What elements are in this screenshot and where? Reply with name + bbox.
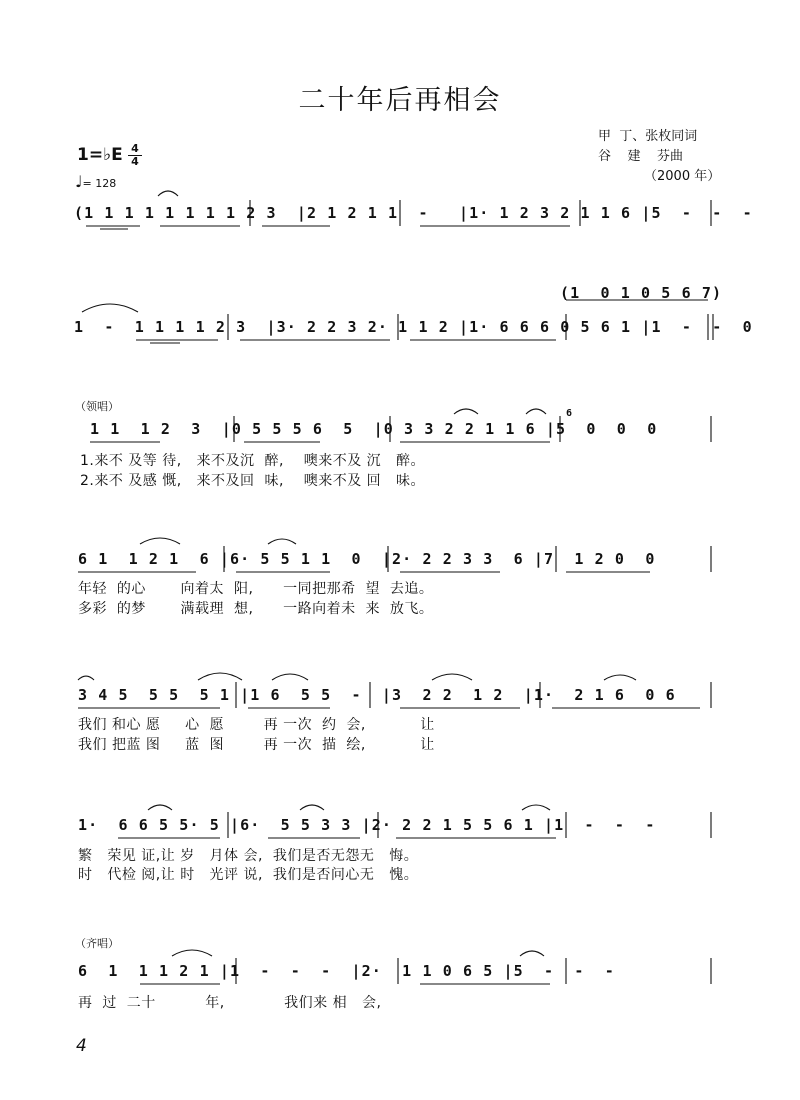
lyric-row-4-verse-1: 年轻 的心 向着太 阳, 一同把那希 望 去追。 bbox=[78, 581, 434, 597]
page-number: 4 bbox=[76, 1036, 87, 1056]
lyric-row-7-verse-1: 再 过 二十 年, 我们来 相 会, bbox=[78, 995, 382, 1011]
lyric-row-3-verse-1: 1.来不 及等 待, 来不及沉 醉, 噢来不及 沉 醉。 bbox=[80, 453, 426, 469]
year-credit: （2000 年） bbox=[644, 169, 721, 184]
staff-row-2-alt-ending: (1 0 1 0 5 6 7) bbox=[560, 284, 723, 302]
quarter-note-icon: ♩ bbox=[75, 172, 83, 191]
song-title: 二十年后再相会 bbox=[298, 85, 502, 116]
section-chorus-label: （齐唱） bbox=[75, 937, 119, 950]
time-signature bbox=[128, 144, 142, 167]
staff-row-5: 3 4 5 5 5 5 1 |1 6 5 5 - |3 2 2 1 2 |1· 2 1 6 0 6 bbox=[78, 686, 676, 704]
staff-row-3: 1 1 1 2 3 |0 5 5 5 6 5 |0 3 3 2 2 1 1 6 |5 0 0 0 bbox=[90, 420, 658, 438]
lyricist-credit: 甲 丁、张枚同词 bbox=[598, 129, 698, 144]
lyric-row-4-verse-2: 多彩 的梦 满载理 想, 一路向着未 来 放飞。 bbox=[78, 601, 434, 617]
lyric-row-5-verse-1: 我们 和心 愿 心 愿 再 一次 约 会, 让 bbox=[78, 717, 435, 733]
staff-row-2: 1 - 1 1 1 1 2 3 |3· 2 2 3 2· 1 1 2 |1· 6 6 6 0 5 6 1 |1 - - 0 bbox=[74, 318, 753, 336]
tempo-value: = 128 bbox=[82, 177, 117, 190]
staff-row-7: 6 1 1 1 2 1 |1 - - - |2· 1 1 0 6 5 |5 - - - bbox=[78, 962, 615, 980]
key-signature: 1=♭E bbox=[77, 145, 123, 165]
lyric-row-6-verse-2: 时 代检 阅,让 时 光评 说, 我们是否问心无 愧。 bbox=[78, 867, 419, 883]
tempo-marking bbox=[75, 172, 116, 191]
lyric-row-6-verse-1: 繁 荣见 证,让 岁 月体 会, 我们是否无怨无 悔。 bbox=[78, 848, 419, 864]
grace-note: 6 bbox=[566, 408, 574, 419]
staff-row-1: (1 1 1 1 1 1 1 1 2 3 |2 1 2 1 1 - |1· 1 2 3 2 1 1 6 |5 - - - bbox=[74, 204, 753, 222]
composer-credit: 谷 建 芬曲 bbox=[598, 149, 684, 164]
lyric-row-3-verse-2: 2.来不 及感 慨, 来不及回 味, 噢来不及 回 味。 bbox=[80, 473, 426, 489]
lyric-row-5-verse-2: 我们 把蓝 图 蓝 图 再 一次 描 绘, 让 bbox=[78, 737, 435, 753]
section-lead-label: （领唱） bbox=[75, 400, 119, 413]
meter-top: 4 bbox=[131, 142, 139, 155]
meter-bottom: 4 bbox=[131, 155, 139, 168]
staff-row-6: 1· 6 6 5 5· 5 |6· 5 5 3 3 |2· 2 2 1 5 5 6 1 |1 - - - bbox=[78, 816, 656, 834]
staff-row-4: 6 1 1 2 1 6 |6· 5 5 1 1 0 |2· 2 2 3 3 6 |7 1 2 0 0 bbox=[78, 550, 656, 568]
